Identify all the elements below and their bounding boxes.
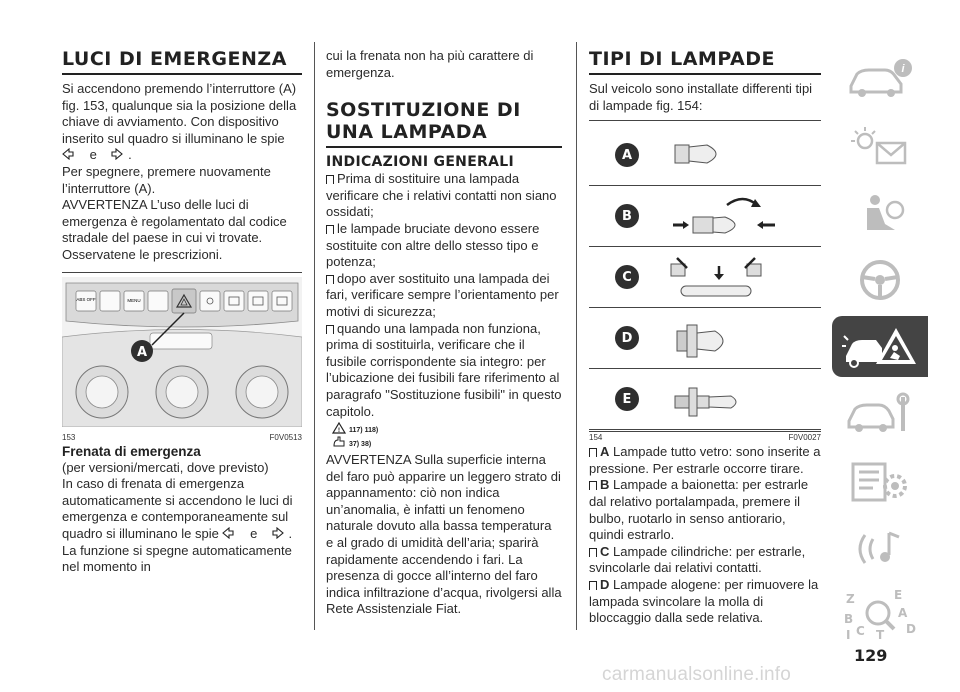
bullet-text: Prima di sostituire una lampada verificare che i relativi contatti non siano ossidati; [326,171,557,220]
lamp-letter-c: C [615,265,639,289]
index-letter: T [876,627,885,641]
svg-text:!: ! [338,428,340,435]
lamp-letter-e: E [615,387,639,411]
index-letter: B [844,611,854,626]
warning-refs: 117) 118) [349,427,379,435]
lamp-type-letter: C [600,543,610,559]
title-rule [326,146,562,148]
emergency-text-2: Per spegnere, premere nuovamente l’interruttore (A). [62,163,271,196]
emergency-text-1c: . [128,147,132,163]
emergency-braking-text-a: In caso di frenata di emergenza automaticamente si accendono le luci di emergenza e contemporaneamente sul quadro si illuminano le spie [62,476,293,541]
car-service-icon [845,391,915,437]
hazard-switch-panel-illustration [62,277,302,427]
lamp-row-e [589,369,821,430]
index-letter: D [906,621,916,636]
lamp-row-c [589,247,821,308]
bullet-item [326,271,562,321]
index-icon [840,589,920,641]
lamp-row-d [589,308,821,369]
wedge-bulb-icon [667,135,737,175]
bullet-text: le lampade bruciate devono essere sostituite con altre dello stesso tipo e potenza; [326,220,540,270]
emergency-braking-heading: Frenata di emergenza [62,443,201,459]
fogging-warning-text: AVVERTENZA Sulla superficie interna del faro può apparire un leggero strato di appannamento: ciò non indica un’anomalia, è infatti un fenomeno naturale dovuto alla bassa temperatura e al grado di umidità dell’aria; sparirà rapidamente accendendo i fari. La presenza di gocce all’interno del faro indica infiltrazione d’acqua, rivolgersi alla Rete Assistenziale Fiat. [326,452,562,617]
bayonet-bulb-icon [667,191,797,241]
car-info-icon [845,56,915,102]
bullet-item [326,171,562,221]
figure-top-rule [589,120,821,121]
bullet-icon [326,275,334,284]
chapter-tab-maintenance[interactable] [832,383,928,444]
bullet-icon [326,225,334,234]
emergency-braking-off-text: La funzione si spegne automaticamente nel momento in [62,542,292,575]
emergency-braking-note: (per versioni/mercati, dove previsto) [62,459,269,475]
lamp-type-text: Lampade alogene: per rimuovere la lampada svincolare la molla di bloccaggio dalla sede relativa. [589,576,819,626]
chapter-sidebar [832,48,928,651]
index-letter: I [846,627,851,641]
figure-153-dashboard [62,277,302,442]
column-lamp-replacement [326,48,562,618]
bullet-icon [589,548,597,557]
column-emergency-lights [62,48,302,576]
chapter-tab-safety[interactable] [832,182,928,243]
chapter-tab-technical-data[interactable] [832,450,928,511]
index-letter: C [856,623,865,638]
callout-a-label: A [136,344,148,360]
index-letter: A [898,605,908,620]
index-letter: E [894,588,903,602]
lamp-type-item [589,444,821,477]
emergency-icon [840,322,920,372]
bullet-icon [589,581,597,590]
section-title-lamp-replacement: SOSTITUZIONE DI UNA LAMPADA [326,99,521,144]
chapter-tab-index[interactable] [832,584,928,645]
lamp-type-text: Lampade cilindriche: per estrarle, svincolarle dai relativi contatti. [589,543,806,576]
column-divider [576,42,577,630]
chapter-tab-starting-driving[interactable] [832,249,928,310]
emergency-braking-text-b: e [250,525,258,541]
section-title-lamp-types: TIPI DI LAMPADE [589,48,775,70]
chapter-tab-multimedia[interactable] [832,517,928,578]
lamp-row-a [589,125,821,186]
svg-text:i: i [901,62,905,75]
caution-refs: 37) 38) [349,441,372,449]
watermark: carmanualsonline.info [602,664,792,685]
bullet-text: dopo aver sostituito una lampada dei fari, verificare sempre l’orientamento per motivi di sicurezza; [326,270,559,319]
emergency-text-1a: Si accendono premendo l’interruttore (A) fig. 153, qualunque sia la posizione della chiave di avviamento. Con dispositivo inserito sul quadro si illuminano le spie [62,81,297,146]
section-title-emergency-lights: LUCI DI EMERGENZA [62,48,287,70]
bullet-text: quando una lampada non funziona, prima di sostituirla, verificare che il fusibile corrispondente sia integro: per l’ubicazione dei fusibili fare riferimento al paragrafo "Sostituzione fusibili" in questo capitolo. [326,320,562,419]
lamp-letter-a: A [615,143,639,167]
subsection-general-info: INDICAZIONI GENERALI [326,154,515,171]
lamp-type-item [589,577,821,627]
lamp-type-letter: A [600,444,610,460]
bullet-item [326,221,562,271]
bullet-icon [589,481,597,490]
left-turn-indicator-icon [222,527,246,539]
figure-154-caption [589,431,821,442]
halogen-h7-bulb-icon [667,374,767,424]
chapter-tab-knowing-car[interactable] [832,48,928,109]
multimedia-icon [845,525,915,571]
title-rule [589,73,821,75]
menu-button-label: MENU [127,297,141,303]
right-turn-indicator-icon [261,527,285,539]
index-letter: Z [846,591,855,606]
column-divider [314,42,315,630]
seat-airbag-icon [845,190,915,236]
chapter-tab-emergency[interactable] [832,316,928,377]
lamp-type-item [589,477,821,543]
technical-data-icon [845,458,915,504]
figure-154-lamp-types [589,125,821,442]
emergency-braking-text [62,476,302,542]
emergency-text-1b: e [89,147,97,163]
caution-reference-row [332,436,562,448]
figure-154-number: 154 [589,433,603,443]
festoon-bulb-icon [667,252,777,302]
figure-153-number: 153 [62,432,76,442]
lamp-letter-d: D [615,326,639,350]
emergency-warning-text: AVVERTENZA L’uso delle luci di emergenza è regolamentato dal codice stradale del paese in cui vi trovate. Osservatene le prescrizioni. [62,197,287,262]
bullet-icon [589,448,597,457]
left-turn-indicator-icon [62,148,86,160]
emergency-text-1 [62,81,302,164]
caution-hand-icon [332,436,346,448]
warning-triangle-icon [332,422,346,434]
steering-wheel-icon [845,257,915,303]
right-turn-indicator-icon [100,148,124,160]
continuation-text: cui la frenata non ha più carattere di emergenza. [326,48,534,80]
lamp-type-text: Lampade a baionetta: per estrarle dal relativo portalampada, premere il bulbo, ruotarlo in senso antiorario, quindi estrarlo. [589,477,809,543]
figure-153-code: F0V0513 [269,432,302,442]
column-lamp-types [589,48,821,627]
figure-153-caption [62,433,302,442]
chapter-tab-warning-lights[interactable] [832,115,928,176]
lamp-row-b [589,186,821,247]
figure-154-code: F0V0027 [788,433,821,443]
lamp-type-letter: D [600,576,610,592]
bullet-icon [326,325,334,334]
figure-top-rule [62,272,302,273]
lamp-letter-b: B [615,204,639,228]
title-rule [62,73,302,75]
bullet-item [326,321,562,421]
halogen-h4-bulb-icon [667,313,757,363]
emergency-braking-text-c: . [288,525,293,541]
bullet-icon [326,175,334,184]
warning-reference-row [332,422,562,434]
page-number: 129 [854,646,888,665]
warning-lights-icon [845,123,915,169]
lamp-types-intro: Sul veicolo sono installate differenti tipi di lampade fig. 154: [589,81,813,113]
lamp-type-text: Lampade tutto vetro: sono inserite a pressione. Per estrarle occorre tirare. [589,444,821,476]
lamp-type-item [589,544,821,577]
lamp-type-letter: B [600,477,610,493]
abs-off-button-label: ABS OFF [76,296,96,302]
